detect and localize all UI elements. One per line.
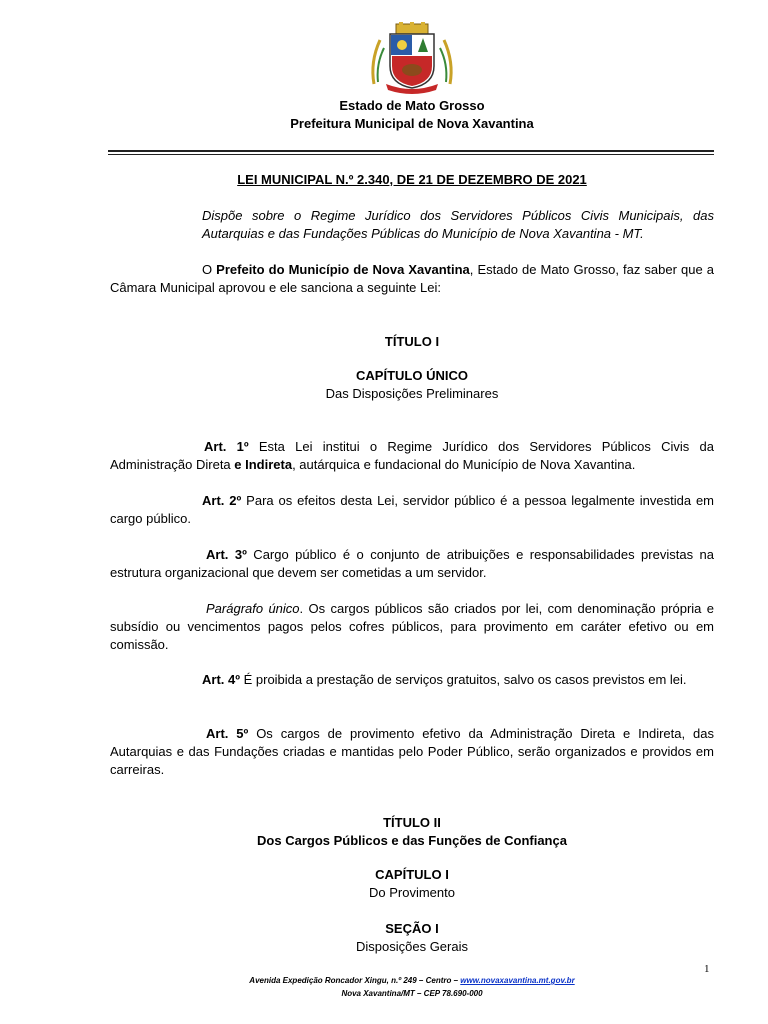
paragrafo-unico: [110, 600, 714, 654]
preamble-post: , Estado de Mato Grosso, faz saber que a Câmara Municipal aprovou e ele sanciona a seguinte Lei:: [110, 262, 714, 295]
article-2: [110, 492, 714, 528]
article-1: [110, 438, 714, 474]
footer-address: Avenida Expedição Roncador Xingu, n.º 249 – Centro –: [249, 976, 461, 985]
article-1-number: Art. 1º: [204, 439, 249, 454]
preamble-pre: O: [202, 262, 217, 277]
article-1-text-a: Esta Lei institui o Regime Jurídico dos Servidores Públicos Civis da Administração Direta: [110, 439, 714, 472]
article-4-number: Art. 4º: [202, 672, 240, 687]
capitulo-1: CAPÍTULO I: [375, 867, 449, 882]
titulo-2-name: Dos Cargos Públicos e das Funções de Confiança: [257, 833, 567, 848]
titulo-2: TÍTULO II: [383, 815, 441, 830]
law-title: LEI MUNICIPAL N.º 2.340, DE 21 DE DEZEMBRO DE 2021: [237, 172, 587, 187]
header-divider-thin: [108, 154, 714, 155]
article-4-text: É proibida a prestação de serviços gratuitos, salvo os casos previstos em lei.: [239, 672, 687, 687]
capitulo-1-name: Do Provimento: [369, 885, 455, 900]
prefeitura-name: Prefeitura Municipal de Nova Xavantina: [290, 116, 534, 131]
page-number: 1: [704, 963, 710, 975]
article-3-number: Art. 3º: [206, 547, 247, 562]
article-1-bold: e Indireta: [234, 457, 293, 472]
footer-address-line: [110, 975, 714, 986]
article-5-number: Art. 5º: [206, 726, 249, 741]
header-divider: [108, 150, 714, 152]
footer-website-link[interactable]: www.novaxavantina.mt.gov.br: [460, 976, 575, 985]
paragrafo-unico-text: . Os cargos públicos são criados por lei, com denominação própria e subsídio ou vencimentos pagos pelos cofres públicos, para provimento em caráter efetivo ou em comissão.: [110, 601, 714, 652]
state-name: Estado de Mato Grosso: [339, 98, 485, 113]
article-5: [110, 725, 714, 779]
footer-city: Nova Xavantina/MT – CEP 78.690-000: [341, 989, 483, 998]
capitulo-unico: CAPÍTULO ÚNICO: [356, 368, 468, 383]
capitulo-unico-name: Das Disposições Preliminares: [325, 386, 499, 401]
ementa: Dispõe sobre o Regime Jurídico dos Servidores Públicos Civis Municipais, das Autarquias e das Fundações Públicas do Município de Nova Xavantina - MT.: [202, 208, 714, 241]
article-3-text: Cargo público é o conjunto de atribuições e responsabilidades previstas na estrutura organizacional que devem ser cometidas a um servidor.: [110, 547, 714, 580]
secao-1-name: Disposições Gerais: [356, 939, 468, 954]
titulo-1: TÍTULO I: [384, 334, 440, 349]
article-3: [110, 546, 714, 582]
paragrafo-unico-label: Parágrafo único: [206, 601, 300, 616]
preamble: [110, 261, 714, 297]
article-2-number: Art. 2º: [202, 493, 242, 508]
article-2-text: Para os efeitos desta Lei, servidor público é a pessoa legalmente investida em cargo público.: [110, 493, 715, 526]
article-5-text: Os cargos de provimento efetivo da Administração Direta e Indireta, das Autarquias e das Fundações criadas e mantidas pelo Poder Público, serão organizados e providos em carreiras.: [110, 726, 714, 777]
article-4: [110, 671, 714, 689]
secao-1: SEÇÃO I: [385, 921, 439, 936]
coat-of-arms-icon: [366, 22, 458, 94]
preamble-bold: Prefeito do Município de Nova Xavantina: [216, 262, 470, 277]
article-1-text-b: , autárquica e fundacional do Município de Nova Xavantina.: [292, 457, 636, 472]
